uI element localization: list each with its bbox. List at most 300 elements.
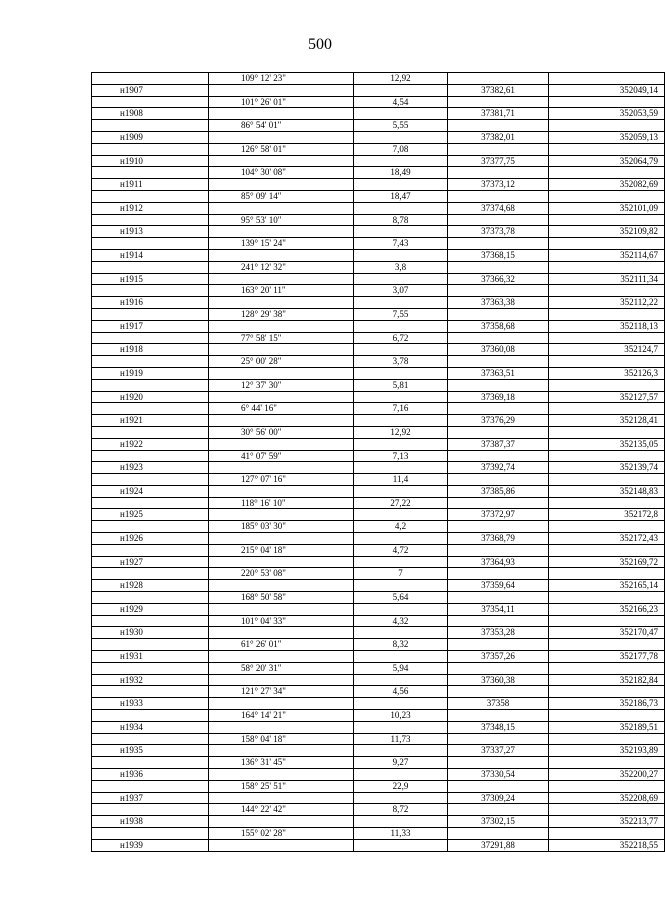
point-name-cell: [92, 120, 209, 132]
x-coordinate-cell: 37385,86: [448, 485, 549, 497]
direction-angle-cell: [209, 273, 354, 285]
table-row: [92, 120, 665, 132]
direction-angle-cell: [209, 674, 354, 686]
x-coordinate-cell: [448, 710, 549, 722]
direction-angle-cell: [209, 698, 354, 710]
direction-angle-cell: [209, 320, 354, 332]
length-cell: [354, 533, 448, 545]
length-cell: 3,07: [354, 285, 448, 297]
y-coordinate-cell: [549, 238, 665, 250]
table-row: [92, 568, 665, 580]
point-name-cell: [92, 615, 209, 627]
length-cell: 3,8: [354, 261, 448, 273]
table-row: [92, 639, 665, 651]
x-coordinate-cell: [448, 780, 549, 792]
y-coordinate-cell: [549, 568, 665, 580]
point-name-cell: [92, 238, 209, 250]
length-cell: 8,32: [354, 639, 448, 651]
direction-angle-cell: [209, 603, 354, 615]
table-row: [92, 297, 665, 309]
x-coordinate-cell: [448, 615, 549, 627]
table-row: [92, 462, 665, 474]
x-coordinate-cell: [448, 238, 549, 250]
direction-angle-cell: 163° 20' 11": [209, 285, 354, 297]
point-name-cell: н1909: [92, 131, 209, 143]
y-coordinate-cell: [549, 497, 665, 509]
x-coordinate-cell: [448, 662, 549, 674]
x-coordinate-cell: [448, 592, 549, 604]
x-coordinate-cell: 37373,78: [448, 226, 549, 238]
y-coordinate-cell: [549, 356, 665, 368]
y-coordinate-cell: [549, 120, 665, 132]
y-coordinate-cell: [549, 96, 665, 108]
x-coordinate-cell: 37372,97: [448, 509, 549, 521]
x-coordinate-cell: 37309,24: [448, 792, 549, 804]
y-coordinate-cell: [549, 733, 665, 745]
length-cell: [354, 320, 448, 332]
table-row: [92, 686, 665, 698]
direction-angle-cell: 155° 02' 28": [209, 828, 354, 840]
direction-angle-cell: 95° 53' 10": [209, 214, 354, 226]
table-row: [92, 415, 665, 427]
length-cell: 10,23: [354, 710, 448, 722]
point-name-cell: [92, 780, 209, 792]
direction-angle-cell: [209, 84, 354, 96]
direction-angle-cell: 25° 00' 28": [209, 356, 354, 368]
x-coordinate-cell: [448, 521, 549, 533]
point-name-cell: н1907: [92, 84, 209, 96]
x-coordinate-cell: [448, 214, 549, 226]
table-body: [92, 73, 665, 852]
x-coordinate-cell: [448, 120, 549, 132]
y-coordinate-cell: [549, 143, 665, 155]
direction-angle-cell: 58° 20' 31": [209, 662, 354, 674]
length-cell: [354, 580, 448, 592]
direction-angle-cell: 12° 37' 30": [209, 379, 354, 391]
x-coordinate-cell: 37366,32: [448, 273, 549, 285]
y-coordinate-cell: 352126,3: [549, 367, 665, 379]
length-cell: 27,22: [354, 497, 448, 509]
x-coordinate-cell: [448, 544, 549, 556]
length-cell: [354, 462, 448, 474]
length-cell: 11,33: [354, 828, 448, 840]
y-coordinate-cell: 352112,22: [549, 297, 665, 309]
table-row: [92, 509, 665, 521]
y-coordinate-cell: 352193,89: [549, 745, 665, 757]
table-row: [92, 485, 665, 497]
x-coordinate-cell: 37364,93: [448, 556, 549, 568]
direction-angle-cell: [209, 792, 354, 804]
point-name-cell: [92, 474, 209, 486]
table-row: [92, 698, 665, 710]
point-name-cell: н1917: [92, 320, 209, 332]
direction-angle-cell: 101° 26' 01": [209, 96, 354, 108]
table-row: [92, 84, 665, 96]
direction-angle-cell: [209, 108, 354, 120]
direction-angle-cell: 220° 53' 08": [209, 568, 354, 580]
length-cell: 12,92: [354, 73, 448, 85]
point-name-cell: [92, 308, 209, 320]
direction-angle-cell: 101° 04' 33": [209, 615, 354, 627]
direction-angle-cell: 158° 25' 51": [209, 780, 354, 792]
point-name-cell: н1920: [92, 391, 209, 403]
x-coordinate-cell: [448, 426, 549, 438]
x-coordinate-cell: 37369,18: [448, 391, 549, 403]
length-cell: 8,72: [354, 804, 448, 816]
length-cell: [354, 651, 448, 663]
x-coordinate-cell: 37359,64: [448, 580, 549, 592]
x-coordinate-cell: 37363,51: [448, 367, 549, 379]
length-cell: 5,64: [354, 592, 448, 604]
y-coordinate-cell: 352101,09: [549, 202, 665, 214]
y-coordinate-cell: [549, 167, 665, 179]
length-cell: 4,72: [354, 544, 448, 556]
x-coordinate-cell: 37381,71: [448, 108, 549, 120]
x-coordinate-cell: [448, 261, 549, 273]
point-name-cell: [92, 356, 209, 368]
y-coordinate-cell: 352082,69: [549, 179, 665, 191]
length-cell: [354, 721, 448, 733]
y-coordinate-cell: [549, 639, 665, 651]
y-coordinate-cell: [549, 426, 665, 438]
table-row: [92, 273, 665, 285]
point-name-cell: н1911: [92, 179, 209, 191]
length-cell: 7,55: [354, 308, 448, 320]
point-name-cell: н1933: [92, 698, 209, 710]
table-row: [92, 580, 665, 592]
table-row: [92, 592, 665, 604]
table-row: [92, 261, 665, 273]
length-cell: 9,27: [354, 757, 448, 769]
point-name-cell: н1924: [92, 485, 209, 497]
length-cell: 6,72: [354, 332, 448, 344]
point-name-cell: [92, 332, 209, 344]
table-row: [92, 96, 665, 108]
length-cell: [354, 344, 448, 356]
point-name-cell: [92, 521, 209, 533]
table-row: [92, 238, 665, 250]
length-cell: [354, 273, 448, 285]
point-name-cell: [92, 143, 209, 155]
length-cell: [354, 769, 448, 781]
length-cell: [354, 509, 448, 521]
x-coordinate-cell: [448, 450, 549, 462]
y-coordinate-cell: 352172,8: [549, 509, 665, 521]
table-row: [92, 167, 665, 179]
y-coordinate-cell: 352170,47: [549, 627, 665, 639]
point-name-cell: [92, 96, 209, 108]
table-row: [92, 214, 665, 226]
point-name-cell: [92, 804, 209, 816]
direction-angle-cell: [209, 415, 354, 427]
table-row: [92, 615, 665, 627]
table-row: [92, 828, 665, 840]
point-name-cell: [92, 686, 209, 698]
direction-angle-cell: 30° 56' 00": [209, 426, 354, 438]
x-coordinate-cell: 37330,54: [448, 769, 549, 781]
table-row: [92, 745, 665, 757]
length-cell: [354, 485, 448, 497]
table-row: [92, 533, 665, 545]
length-cell: [354, 179, 448, 191]
y-coordinate-cell: [549, 450, 665, 462]
length-cell: 7: [354, 568, 448, 580]
y-coordinate-cell: 352118,13: [549, 320, 665, 332]
length-cell: 7,08: [354, 143, 448, 155]
table-row: [92, 662, 665, 674]
y-coordinate-cell: [549, 615, 665, 627]
x-coordinate-cell: [448, 639, 549, 651]
y-coordinate-cell: [549, 828, 665, 840]
point-name-cell: [92, 710, 209, 722]
direction-angle-cell: [209, 816, 354, 828]
table-row: [92, 155, 665, 167]
table-row: [92, 544, 665, 556]
y-coordinate-cell: 352053,59: [549, 108, 665, 120]
y-coordinate-cell: [549, 757, 665, 769]
point-name-cell: н1912: [92, 202, 209, 214]
length-cell: [354, 226, 448, 238]
point-name-cell: н1931: [92, 651, 209, 663]
point-name-cell: [92, 828, 209, 840]
table-row: [92, 332, 665, 344]
point-name-cell: н1910: [92, 155, 209, 167]
table-row: [92, 202, 665, 214]
point-name-cell: [92, 190, 209, 202]
point-name-cell: н1938: [92, 816, 209, 828]
x-coordinate-cell: [448, 285, 549, 297]
direction-angle-cell: 215° 04' 18": [209, 544, 354, 556]
table-row: [92, 438, 665, 450]
direction-angle-cell: 77° 58' 15": [209, 332, 354, 344]
point-name-cell: н1936: [92, 769, 209, 781]
y-coordinate-cell: 352200,27: [549, 769, 665, 781]
direction-angle-cell: 164° 14' 21": [209, 710, 354, 722]
point-name-cell: н1925: [92, 509, 209, 521]
table-row: [92, 450, 665, 462]
direction-angle-cell: 6° 44' 16": [209, 403, 354, 415]
length-cell: [354, 108, 448, 120]
length-cell: 12,92: [354, 426, 448, 438]
x-coordinate-cell: 37382,61: [448, 84, 549, 96]
x-coordinate-cell: [448, 757, 549, 769]
direction-angle-cell: [209, 627, 354, 639]
y-coordinate-cell: 352186,73: [549, 698, 665, 710]
length-cell: [354, 674, 448, 686]
length-cell: 5,81: [354, 379, 448, 391]
table-row: [92, 721, 665, 733]
table-row: [92, 379, 665, 391]
direction-angle-cell: [209, 745, 354, 757]
x-coordinate-cell: 37382,01: [448, 131, 549, 143]
direction-angle-cell: 139° 15' 24": [209, 238, 354, 250]
length-cell: [354, 202, 448, 214]
table-row: [92, 108, 665, 120]
x-coordinate-cell: 37354,11: [448, 603, 549, 615]
y-coordinate-cell: [549, 544, 665, 556]
y-coordinate-cell: [549, 379, 665, 391]
y-coordinate-cell: 352049,14: [549, 84, 665, 96]
length-cell: 5,94: [354, 662, 448, 674]
point-name-cell: н1921: [92, 415, 209, 427]
point-name-cell: н1914: [92, 249, 209, 261]
table-row: [92, 391, 665, 403]
length-cell: 18,47: [354, 190, 448, 202]
table-row: [92, 190, 665, 202]
x-coordinate-cell: 37291,88: [448, 839, 549, 851]
x-coordinate-cell: 37360,38: [448, 674, 549, 686]
direction-angle-cell: 241° 12' 32": [209, 261, 354, 273]
length-cell: 7,16: [354, 403, 448, 415]
direction-angle-cell: [209, 462, 354, 474]
x-coordinate-cell: [448, 804, 549, 816]
direction-angle-cell: [209, 249, 354, 261]
direction-angle-cell: 86° 54' 01": [209, 120, 354, 132]
direction-angle-cell: 85° 09' 14": [209, 190, 354, 202]
direction-angle-cell: 61° 26' 01": [209, 639, 354, 651]
direction-angle-cell: [209, 533, 354, 545]
x-coordinate-cell: [448, 356, 549, 368]
length-cell: [354, 131, 448, 143]
x-coordinate-cell: 37387,37: [448, 438, 549, 450]
y-coordinate-cell: [549, 521, 665, 533]
point-name-cell: н1915: [92, 273, 209, 285]
point-name-cell: [92, 214, 209, 226]
table-row: [92, 780, 665, 792]
table-row: [92, 73, 665, 85]
direction-angle-cell: [209, 391, 354, 403]
table-row: [92, 816, 665, 828]
point-name-cell: н1908: [92, 108, 209, 120]
table-row: [92, 249, 665, 261]
length-cell: 22,9: [354, 780, 448, 792]
y-coordinate-cell: 352135,05: [549, 438, 665, 450]
direction-angle-cell: 121° 27' 34": [209, 686, 354, 698]
length-cell: [354, 415, 448, 427]
y-coordinate-cell: [549, 686, 665, 698]
table-row: [92, 403, 665, 415]
y-coordinate-cell: 352139,74: [549, 462, 665, 474]
x-coordinate-cell: 37368,15: [448, 249, 549, 261]
y-coordinate-cell: [549, 780, 665, 792]
coordinates-table: [91, 72, 665, 852]
direction-angle-cell: 118° 16' 10": [209, 497, 354, 509]
x-coordinate-cell: 37360,08: [448, 344, 549, 356]
length-cell: [354, 84, 448, 96]
table-row: [92, 651, 665, 663]
y-coordinate-cell: 352128,41: [549, 415, 665, 427]
point-name-cell: [92, 544, 209, 556]
x-coordinate-cell: [448, 73, 549, 85]
point-name-cell: [92, 639, 209, 651]
direction-angle-cell: 136° 31' 45": [209, 757, 354, 769]
y-coordinate-cell: [549, 710, 665, 722]
table-row: [92, 674, 665, 686]
table-row: [92, 556, 665, 568]
table-row: [92, 521, 665, 533]
table-row: [92, 710, 665, 722]
length-cell: [354, 556, 448, 568]
y-coordinate-cell: [549, 662, 665, 674]
x-coordinate-cell: 37357,26: [448, 651, 549, 663]
y-coordinate-cell: [549, 190, 665, 202]
y-coordinate-cell: [549, 73, 665, 85]
y-coordinate-cell: 352182,84: [549, 674, 665, 686]
y-coordinate-cell: [549, 332, 665, 344]
y-coordinate-cell: 352169,72: [549, 556, 665, 568]
x-coordinate-cell: 37358,68: [448, 320, 549, 332]
table-row: [92, 733, 665, 745]
y-coordinate-cell: [549, 474, 665, 486]
direction-angle-cell: 109° 12' 23": [209, 73, 354, 85]
table-row: [92, 839, 665, 851]
y-coordinate-cell: [549, 804, 665, 816]
table-row: [92, 627, 665, 639]
point-name-cell: н1934: [92, 721, 209, 733]
y-coordinate-cell: 352189,51: [549, 721, 665, 733]
point-name-cell: н1932: [92, 674, 209, 686]
y-coordinate-cell: 352127,57: [549, 391, 665, 403]
y-coordinate-cell: 352109,82: [549, 226, 665, 238]
length-cell: [354, 249, 448, 261]
point-name-cell: [92, 733, 209, 745]
point-name-cell: н1927: [92, 556, 209, 568]
point-name-cell: [92, 450, 209, 462]
point-name-cell: н1930: [92, 627, 209, 639]
direction-angle-cell: [209, 367, 354, 379]
direction-angle-cell: 127° 07' 16": [209, 474, 354, 486]
point-name-cell: н1922: [92, 438, 209, 450]
table-row: [92, 320, 665, 332]
table-row: [92, 769, 665, 781]
point-name-cell: н1939: [92, 839, 209, 851]
table-row: [92, 474, 665, 486]
x-coordinate-cell: [448, 143, 549, 155]
direction-angle-cell: 41° 07' 59": [209, 450, 354, 462]
direction-angle-cell: [209, 485, 354, 497]
point-name-cell: [92, 757, 209, 769]
x-coordinate-cell: [448, 403, 549, 415]
x-coordinate-cell: 37368,79: [448, 533, 549, 545]
y-coordinate-cell: [549, 403, 665, 415]
length-cell: [354, 297, 448, 309]
direction-angle-cell: 185° 03' 30": [209, 521, 354, 533]
table-row: [92, 226, 665, 238]
page-number: 500: [308, 36, 332, 53]
y-coordinate-cell: [549, 214, 665, 226]
length-cell: 11,73: [354, 733, 448, 745]
direction-angle-cell: [209, 580, 354, 592]
direction-angle-cell: [209, 297, 354, 309]
direction-angle-cell: [209, 839, 354, 851]
y-coordinate-cell: 352218,55: [549, 839, 665, 851]
point-name-cell: [92, 167, 209, 179]
y-coordinate-cell: 352114,67: [549, 249, 665, 261]
direction-angle-cell: 144° 22' 42": [209, 804, 354, 816]
y-coordinate-cell: 352177,78: [549, 651, 665, 663]
table-row: [92, 804, 665, 816]
x-coordinate-cell: [448, 733, 549, 745]
point-name-cell: [92, 403, 209, 415]
direction-angle-cell: [209, 721, 354, 733]
x-coordinate-cell: 37374,68: [448, 202, 549, 214]
length-cell: 18,49: [354, 167, 448, 179]
y-coordinate-cell: 352148,83: [549, 485, 665, 497]
y-coordinate-cell: 352166,23: [549, 603, 665, 615]
point-name-cell: н1926: [92, 533, 209, 545]
y-coordinate-cell: 352064,79: [549, 155, 665, 167]
y-coordinate-cell: 352124,7: [549, 344, 665, 356]
